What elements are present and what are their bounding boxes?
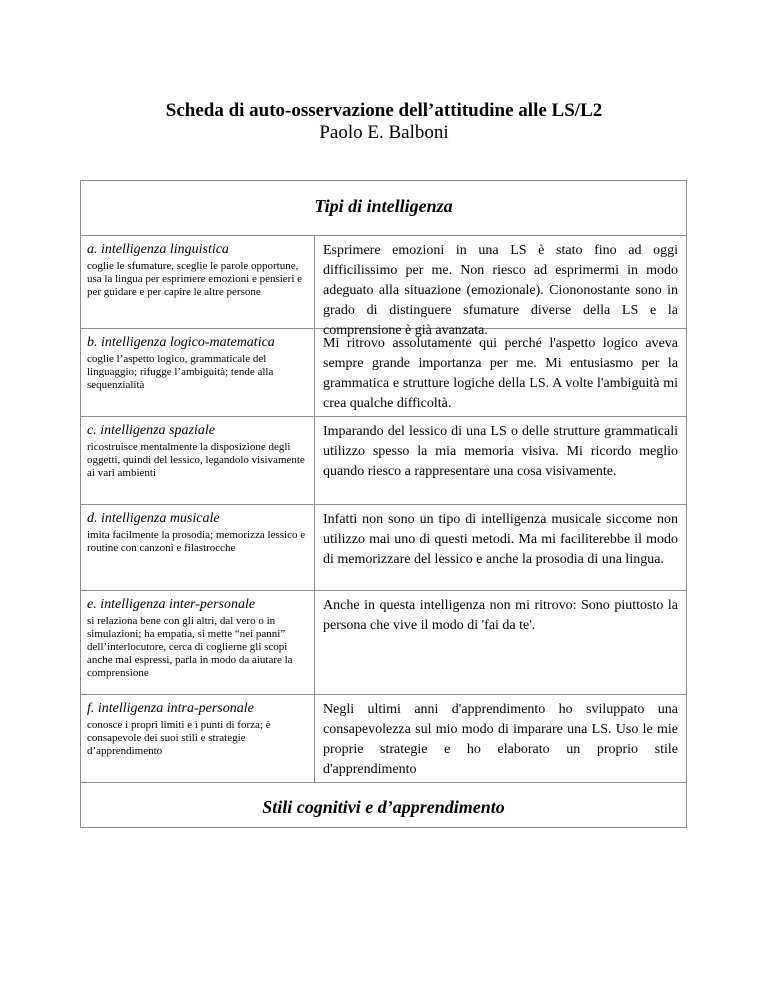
answer-cell [315,591,686,694]
answer-text: Mi ritrovo assolutamente qui perché l'aspetto logico aveva sempre grande importanza per me. Mi entusiasmo per la grammatica e strutture logiche della LS. A volte l'ambiguità mi crea qualche difficoltà. [323,336,678,411]
intelligence-name: b. intelligenza logico-matematica [87,335,275,350]
intelligence-name: c. intelligenza spaziale [87,423,215,438]
intelligence-description: imita facilmente la prosodia; memorizza lessico e routine con canzoni e filastrocche [87,529,306,554]
document-author: Paolo E. Balboni [319,122,449,143]
answer-cell [315,695,686,782]
intelligence-cell [81,236,315,328]
answer-text: Esprimere emozioni in una LS è stato fino ad oggi difficilissimo per me. Non riesco ad esprimermi in modo adeguato alla situazione (emozionale). Ciononostante sono in grado di distinguere sfumature diverse della LS e la comprensione è già avanzata. [323,243,678,338]
intelligence-cell [81,591,315,694]
answer-text: Imparando del lessico di una LS o delle strutture grammaticali utilizzo spesso la mia memoria visiva. Mi ricordo meglio quando riesco a rappresentare una cosa visivamente. [323,424,678,479]
intelligence-cell [81,505,315,590]
intelligence-description: conosce i propri limiti e i punti di forza; è consapevole dei suoi stili e strategie d’apprendimento [87,719,271,757]
table-row [81,591,686,695]
answer-text: Negli ultimi anni d'apprendimento ho sviluppato una consapevolezza sul mio modo di imparare una LS. Uso le mie proprie strategie e ho elaborato un proprio stile d'apprendimento [323,702,678,777]
intelligence-description: ricostruisce mentalmente la disposizione degli oggetti, quindi del lessico, legandolo visivamente ai vari ambienti [87,441,305,479]
intelligence-description: si relaziona bene con gli altri, dal vero o in simulazioni; ha empatia, si mette “nei panni” dell’interlocutore, cerca di coglierne gli scopi anche mal espressi, parla in modo da aiutare la comprensione [87,615,293,679]
intelligence-description: coglie le sfumature, sceglie le parole opportune, usa la lingua per esprimere emozioni e pensieri e per guidare e per capire le altre persone [87,260,303,298]
intelligence-name: f. intelligenza intra-personale [87,701,254,716]
table-row [81,417,686,505]
table-row [81,236,686,338]
answer-cell [315,236,686,338]
intelligence-name: e. intelligenza inter-personale [87,597,256,612]
answer-cell [315,417,686,504]
intelligence-name: a. intelligenza linguistica [87,242,229,257]
answer-text: Anche in questa intelligenza non mi ritrovo: Sono piuttosto la persona che vive il modo di 'fai da te'. [323,598,678,633]
answer-cell [315,505,686,590]
intelligence-cell [81,695,315,782]
document-title: Scheda di auto-osservazione dell’attitudine alle LS/L2 [165,100,603,121]
section-title: Tipi di intelligenza [81,181,686,236]
answer-cell [315,329,686,416]
intelligence-name: d. intelligenza musicale [87,511,220,526]
answer-text: Infatti non sono un tipo di intelligenza musicale siccome non utilizzo mai uno di questi metodi. Ma mi faciliterebbe il modo di memorizzare del lessico e anche la prosodia di una lingua. [323,512,678,567]
intelligence-cell [81,329,315,416]
table-row [81,505,686,591]
intelligence-cell [81,417,315,504]
intelligence-table [80,180,687,828]
table-row [81,695,686,783]
table-row [81,329,686,417]
next-section-title: Stili cognitivi e d’apprendimento [262,797,505,817]
intelligence-description: coglie l’aspetto logico, grammaticale del linguaggio; rifugge l’ambiguità; tende alla sequenzialità [87,353,274,391]
